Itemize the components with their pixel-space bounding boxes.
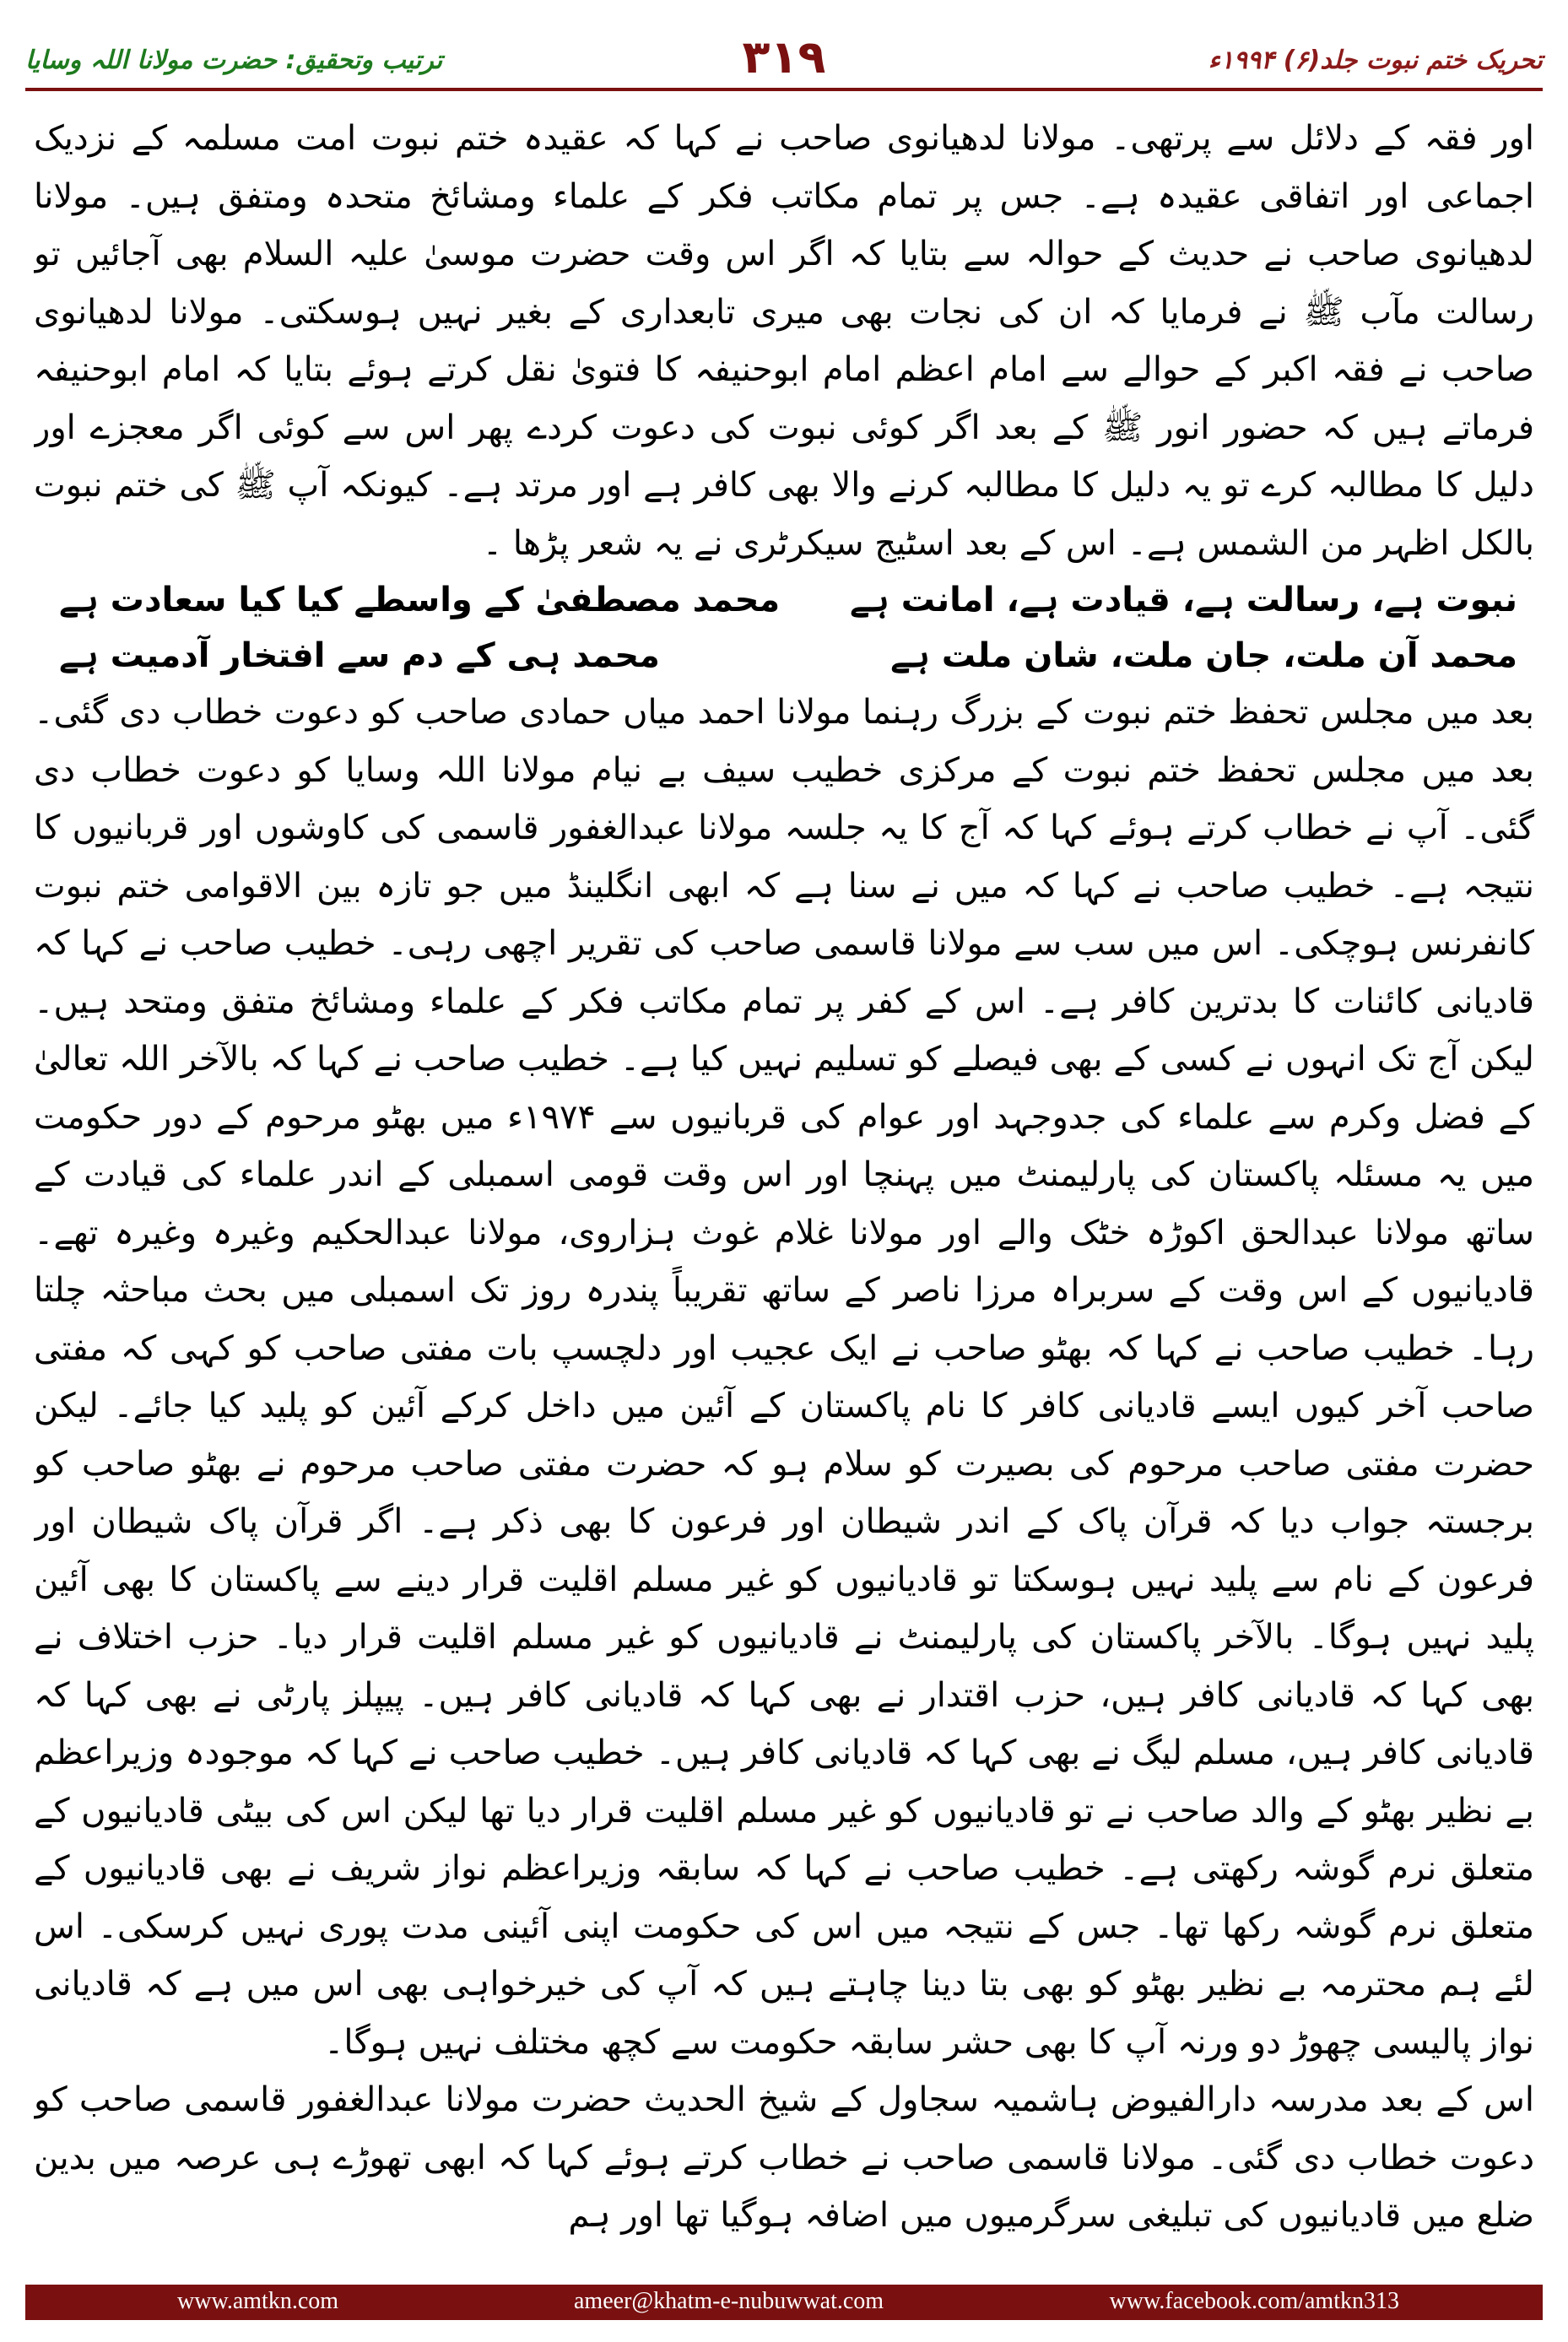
email-link[interactable]: ameer@khatm-e-nubuwwat.com [574,2288,884,2314]
article-body [34,110,1534,2270]
book-title: تحریک ختم نبوت جلد(۶) ۱۹۹۴ء [1208,46,1543,75]
page-footer [25,2285,1543,2320]
verse-hemistich: محمد ہی کے دم سے افتخار آدمیت ہے [59,636,660,675]
verse-hemistich: نبوت ہے، رسالت ہے، قیادت ہے، امانت ہے [849,581,1517,619]
verse-hemistich: محمد آن ملت، جان ملت، شان ملت ہے [890,636,1517,675]
paragraph: اور فقہ کے دلائل سے پرتھی۔ مولانا لدھیانوی صاحب نے کہا کہ عقیدہ ختم نبوت امت مسلمہ کے نزدیک اجماعی اور اتفاقی عقیدہ ہے۔ جس پر تمام مکاتب فکر کے علماء ومشائخ متحدہ ومتفق ہیں۔ مولانا لدھیانوی صاحب نے حدیث کے حوالہ سے بتایا کہ اگر اس وقت حضرت موسیٰ علیہ السلام بھی آجائیں تو رسالت مآب ﷺ نے فرمایا کہ ان کی نجات بھی میری تابعداری کے بغیر نہیں ہوسکتی۔ مولانا لدھیانوی صاحب نے فقہ اکبر کے حوالے سے امام اعظم امام ابوحنیفہ کا فتویٰ نقل کرتے ہوئے بتایا کہ امام ابوحنیفہ فرماتے ہیں کہ حضور انور ﷺ کے بعد اگر کوئی نبوت کی دعوت کردے پھر اس سے کوئی اگر معجزے اور دلیل کا مطالبہ کرے تو یہ دلیل کا مطالبہ کرنے والا بھی کافر ہے اور مرتد ہے۔ کیونکہ آپ ﷺ کی ختم نبوت بالکل اظہر من الشمس ہے۔ اس کے بعد اسٹیج سیکرٹری نے یہ شعر پڑھا ۔ [34,119,1534,563]
paragraph: اس کے بعد مدرسہ دارالفیوض ہاشمیہ سجاول کے شیخ الحدیث حضرت مولانا عبدالغفور قاسمی صاحب کو دعوت خطاب دی گئی۔ مولانا قاسمی صاحب نے خطاب کرتے ہوئے کہا کہ ابھی تھوڑے ہی عرصہ میں بدین ضلع میں قادیانیوں کی تبلیغی سرگرمیوں میں اضافہ ہوگیا تھا اور ہم [34,2080,1534,2235]
page-number: ۳۱۹ [742,30,826,84]
header-divider [25,88,1543,91]
facebook-link[interactable]: www.facebook.com/amtkn313 [1109,2288,1399,2314]
verse-line [34,628,1534,684]
verse-hemistich: محمد مصطفیٰ کے واسطے کیا کیا سعادت ہے [59,581,781,619]
page-header [25,17,1543,84]
website-link[interactable]: www.amtkn.com [177,2288,339,2314]
paragraph: بعد میں مجلس تحفظ ختم نبوت کے بزرگ رہنما مولانا احمد میاں حمادی صاحب کو دعوت خطاب دی گئی۔ بعد میں مجلس تحفظ ختم نبوت کے مرکزی خطیب سیف بے نیام مولانا اللہ وسایا کو دعوت خطاب دی گئی۔ آپ نے خطاب کرتے ہوئے کہا کہ آج کا یہ جلسہ مولانا عبدالغفور قاسمی کی کاوشوں اور قربانیوں کا نتیجہ ہے۔ خطیب صاحب نے کہا کہ میں نے سنا ہے کہ ابھی انگلینڈ میں جو تازہ بین الاقوامی ختم نبوت کانفرنس ہوچکی۔ اس میں سب سے مولانا قاسمی صاحب کی تقریر اچھی رہی۔ خطیب صاحب نے کہا کہ قادیانی کائنات کا بدترین کافر ہے۔ اس کے کفر پر تمام مکاتب فکر کے علماء ومشائخ متفق ومتحد ہیں۔ لیکن آج تک انہوں نے کسی کے بھی فیصلے کو تسلیم نہیں کیا ہے۔ خطیب صاحب نے کہا کہ بالآخر اللہ تعالیٰ کے فضل وکرم سے علماء کی جدوجہد اور عوام کی قربانیوں سے ۱۹۷۴ء میں بھٹو مرحوم کے دور حکومت میں یہ مسئلہ پاکستان کی پارلیمنٹ میں پہنچا اور اس وقت قومی اسمبلی کے اندر علماء کی قیادت کے ساتھ مولانا عبدالحق اکوڑہ خٹک والے اور مولانا غلام غوث ہزاروی، مولانا عبدالحکیم وغیرہ وغیرہ تھے۔ قادیانیوں کے اس وقت کے سربراہ مرزا ناصر کے ساتھ تقریباً پندرہ روز تک اسمبلی میں بحث مباحثہ چلتا رہا۔ خطیب صاحب نے کہا کہ بھٹو صاحب نے ایک عجیب اور دلچسپ بات مفتی صاحب کو کہی کہ مفتی صاحب آخر کیوں ایسے قادیانی کافر کا نام پاکستان کے آئین میں داخل کرکے آئین کو پلید کیا جائے۔ لیکن حضرت مفتی صاحب مرحوم کی بصیرت کو سلام ہو کہ حضرت مفتی صاحب مرحوم نے بھٹو صاحب کو برجستہ جواب دیا کہ قرآن پاک کے اندر شیطان اور فرعون کا بھی ذکر ہے۔ اگر قرآن پاک شیطان اور فرعون کے نام سے پلید نہیں ہوسکتا تو قادیانیوں کو غیر مسلم اقلیت قرار دینے سے پاکستان کا بھی آئین پلید نہیں ہوگا۔ بالآخر پاکستان کی پارلیمنٹ نے قادیانیوں کو غیر مسلم اقلیت قرار دیا۔ حزب اختلاف نے بھی کہا کہ قادیانی کافر ہیں، حزب اقتدار نے بھی کہا کہ قادیانی کافر ہیں۔ پیپلز پارٹی نے بھی کہا کہ قادیانی کافر ہیں، مسلم لیگ نے بھی کہا کہ قادیانی کافر ہیں۔ خطیب صاحب نے کہا کہ موجودہ وزیراعظم بے نظیر بھٹو کے والد صاحب نے تو قادیانیوں کو غیر مسلم اقلیت قرار دیا تھا لیکن اس کی بیٹی قادیانیوں کے متعلق نرم گوشہ رکھتی ہے۔ خطیب صاحب نے کہا کہ سابقہ وزیراعظم نواز شریف نے بھی قادیانیوں کے متعلق نرم گوشہ رکھا تھا۔ جس کے نتیجہ میں اس کی حکومت اپنی آئینی مدت پوری نہیں کرسکی۔ اس لئے ہم محترمہ بے نظیر بھٹو کو بھی بتا دینا چاہتے ہیں کہ آپ کی خیرخواہی بھی اس میں ہے کہ قادیانی نواز پالیسی چھوڑ دو ورنہ آپ کا بھی حشر سابقہ حکومت سے کچھ مختلف نہیں ہوگا۔ [34,693,1534,2062]
verse-line [34,572,1534,628]
compiler-credit: ترتیب وتحقیق: حضرت مولانا اللہ وسایا [25,46,443,75]
